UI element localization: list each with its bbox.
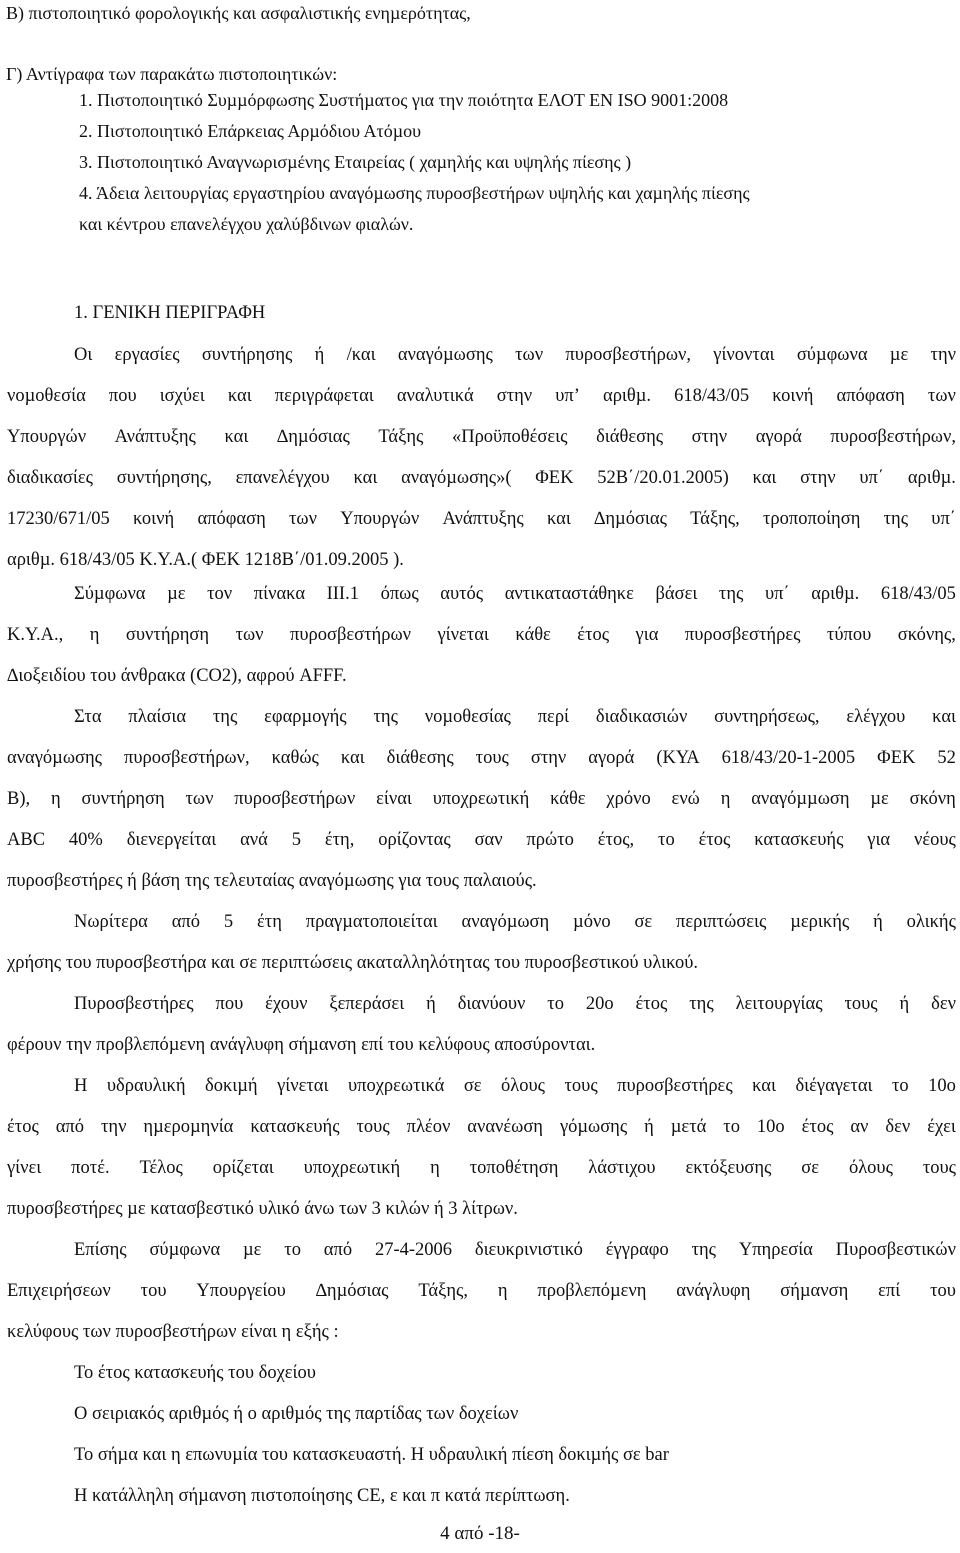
para-line: Επιχειρήσεων του Υπουργείου ∆ηµόσιας Τάξης, η προβλεπόµενη ανάγλυφη σήµανση επί του <box>7 1281 956 1301</box>
marking-item: Το σήµα και η επωνυµία του κατασκευαστή. Η υδραυλική πίεση δοκιµής σε bar <box>74 1445 669 1465</box>
para-line: έτος από την ηµεροµηνία κατασκευής τους πλέον ανανέωση γόµωσης ή µετά το 10ο έτος αν δεν έχει <box>7 1117 956 1137</box>
para-line: Στα πλαίσια της εφαρµογής της νοµοθεσίας περί διαδικασιών συντηρήσεως, ελέγχου και <box>74 707 956 727</box>
para-line: Β), η συντήρηση των πυροσβεστήρων είναι υποχρεωτική κάθε χρόνο ενώ η αναγόµµωση µε σκόνη <box>7 789 956 809</box>
cert-2: 2. Πιστοποιητικό Επάρκειας Αρµόδιου Ατόµου <box>79 121 422 141</box>
marking-item: Ο σειριακός αριθµός ή ο αριθµός της παρτίδας των δοχείων <box>74 1404 519 1424</box>
para-line: διαδικασίες συντήρησης, επανελέγχου και αναγόµωσης»( ΦΕΚ 52Β΄/20.01.2005) και στην υπ΄ αριθµ. <box>7 468 956 488</box>
marking-item: Η κατάλληλη σήµανση πιστοποίησης CE, ε και π κατά περίπτωση. <box>74 1486 570 1506</box>
para-line: Πυροσβεστήρες που έχουν ξεπεράσει ή διανύουν το 20ο έτος της λειτουργίας τους ή δεν <box>74 994 956 1014</box>
para-line: γίνει ποτέ. Τέλος ορίζεται υποχρεωτική η τοποθέτηση λάστιχου εκτόξευσης σε όλους τους <box>7 1158 956 1178</box>
item-c: Γ) Αντίγραφα των παρακάτω πιστοποιητικών: <box>6 64 338 84</box>
cert-4-cont: και κέντρου επανελέγχου χαλύβδινων φιαλών. <box>79 214 414 234</box>
para-line: Επίσης σύµφωνα µε το από 27-4-2006 διευκρινιστικό έγγραφο της Υπηρεσία Πυροσβεστικών <box>74 1240 956 1260</box>
para-line: φέρουν την προβλεπόµενη ανάγλυφη σήµανση επί του κελύφους αποσύρονται. <box>7 1035 596 1055</box>
cert-4: 4. Άδεια λειτουργίας εργαστηρίου αναγόµωσης πυροσβεστήρων υψηλής και χαµηλής πίεσης <box>79 183 750 203</box>
para-line: αναγόµωσης πυροσβεστήρων, καθώς και διάθεσης τους στην αγορά (ΚΥΑ 618/43/20-1-2005 ΦΕΚ 52 <box>7 748 956 768</box>
para-line: αριθµ. 618/43/05 Κ.Υ.Α.( ΦΕΚ 1218Β΄/01.09.2005 ). <box>7 550 404 570</box>
para-line: Νωρίτερα από 5 έτη πραγµατοποιείται αναγόµωση µόνο σε περιπτώσεις µερικής ή ολικής <box>74 912 956 932</box>
para-line: 17230/671/05 κοινή απόφαση των Υπουργών Ανάπτυξης και ∆ηµόσιας Τάξης, τροποποίηση της υπ΄ <box>7 509 956 529</box>
section-heading: 1. ΓΕΝΙΚΗ ΠΕΡΙΓΡΑΦΗ <box>74 303 266 323</box>
para-line: πυροσβεστήρες ή βάση της τελευταίας αναγόµωσης για τους παλαιούς. <box>7 871 537 891</box>
para-line: Υπουργών Ανάπτυξης και ∆ηµόσιας Τάξης «Προϋποθέσεις διάθεσης στην αγορά πυροσβεστήρων, <box>7 427 956 447</box>
page-number: 4 από -18- <box>440 1523 520 1544</box>
para-line: Η υδραυλική δοκιµή γίνεται υποχρεωτικά σε όλους τους πυροσβεστήρες και διέγαγεται το 10ο <box>74 1076 956 1096</box>
para-line: νοµοθεσία που ισχύει και περιγράφεται αναλυτικά στην υπ’ αριθµ. 618/43/05 κοινή απόφαση των <box>7 386 956 406</box>
para-line: ABC 40% διενεργείται ανά 5 έτη, ορίζοντας σαν πρώτο έτος, το έτος κατασκευής για νέους <box>7 830 956 850</box>
item-b: Β) πιστοποιητικό φορολογικής και ασφαλιστικής ενηµερότητας, <box>6 3 471 23</box>
para-line: κελύφους των πυροσβεστήρων είναι η εξής : <box>7 1322 339 1342</box>
para-line: Οι εργασίες συντήρησης ή /και αναγόµωσης των πυροσβεστήρων, γίνονται σύµφωνα µε την <box>74 345 956 365</box>
cert-3: 3. Πιστοποιητικό Αναγνωρισµένης Εταιρείας ( χαµηλής και υψηλής πίεσης ) <box>79 152 632 172</box>
para-line: χρήσης του πυροσβεστήρα και σε περιπτώσεις ακαταλληλότητας του πυροσβεστικού υλικού. <box>7 953 699 973</box>
para-line: πυροσβεστήρες µε κατασβεστικό υλικό άνω των 3 κιλών ή 3 λίτρων. <box>7 1199 518 1219</box>
cert-1: 1. Πιστοποιητικό Συµµόρφωσης Συστήµατος για την ποιότητα ΕΛΟΤ ΕΝ ISO 9001:2008 <box>79 90 729 110</box>
marking-item: Το έτος κατασκευής του δοχείου <box>74 1363 316 1383</box>
para-line: ∆ιοξειδίου του άνθρακα (CO2), αφρού AFFF. <box>7 666 347 686</box>
para-line: Κ.Υ.Α., η συντήρηση των πυροσβεστήρων γίνεται κάθε έτος για πυροσβεστήρες τύπου σκόνης, <box>7 625 956 645</box>
para-line: Σύµφωνα µε τον πίνακα ΙΙΙ.1 όπως αυτός αντικαταστάθηκε βάσει της υπ΄ αριθµ. 618/43/05 <box>74 584 956 604</box>
